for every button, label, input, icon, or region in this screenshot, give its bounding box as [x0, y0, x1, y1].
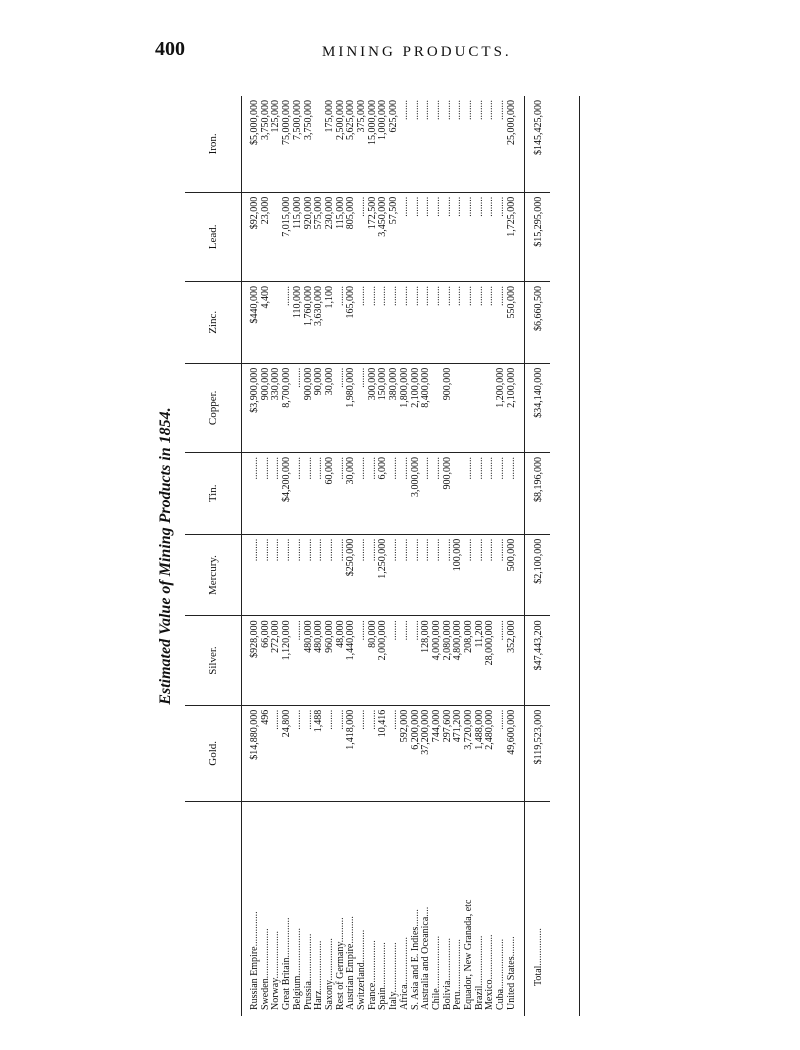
region-label: Norway	[270, 978, 282, 1010]
cell-lead: ........	[464, 192, 475, 281]
total-label-cell	[524, 802, 550, 1017]
cell-iron: 375,000	[357, 96, 368, 192]
cell-mercury: 100,000	[453, 534, 464, 616]
cell-tin: 6,000	[378, 452, 389, 534]
header-region	[185, 802, 242, 1017]
cell-copper: ........	[293, 363, 304, 452]
cell-copper: 8,700,000	[282, 363, 293, 452]
cell-mercury: $250,000	[346, 534, 357, 616]
dot-leader: ...............	[533, 928, 545, 966]
cell-copper: 900,000	[261, 363, 272, 452]
cell-zinc: ........	[400, 281, 411, 363]
cell-silver: 208,000	[464, 616, 475, 705]
cell-copper: 300,000	[368, 363, 379, 452]
table-row	[242, 96, 261, 1016]
cell-copper: ........	[357, 363, 368, 452]
cell-iron: $5,000,000	[242, 96, 261, 192]
total-label: Total	[533, 965, 545, 986]
region-label: France	[366, 982, 378, 1010]
cell-copper: 1,200,000	[496, 363, 507, 452]
region-name	[507, 802, 524, 1017]
region-label: S. Asia and E. Indies	[409, 926, 421, 1010]
table-row	[293, 96, 304, 1016]
cell-zinc: 1,760,000	[304, 281, 315, 363]
cell-gold: ........	[304, 705, 315, 801]
dot-leader: ..........	[334, 917, 346, 943]
cell-tin: .........	[400, 452, 411, 534]
cell-mercury: .........	[485, 534, 496, 616]
header-iron: Iron.	[185, 96, 242, 192]
cell-gold: 24,800	[282, 705, 293, 801]
region-label: Switzerland	[356, 962, 368, 1010]
cell-mercury: .........	[464, 534, 475, 616]
cell-zinc: 110,000	[293, 281, 304, 363]
region-label: Equador, New Granada, etc	[463, 899, 475, 1010]
cell-gold: 37,200,000	[421, 705, 432, 801]
cell-lead: 57,500	[389, 192, 400, 281]
cell-mercury: .........	[411, 534, 422, 616]
region-label: Italy	[388, 992, 400, 1010]
total-tin: $8,196,000	[524, 452, 550, 534]
cell-copper: 90,000	[314, 363, 325, 452]
cell-copper: 900,000	[304, 363, 315, 452]
cell-copper: 30,000	[325, 363, 336, 452]
cell-copper: 380,000	[389, 363, 400, 452]
cell-mercury: 500,000	[507, 534, 524, 616]
cell-tin: .........	[507, 452, 524, 534]
cell-mercury: .........	[357, 534, 368, 616]
cell-lead: ........	[421, 192, 432, 281]
region-label: Harz	[313, 990, 325, 1010]
cell-iron: 5,625,000	[346, 96, 357, 192]
dot-leader: ...................	[302, 933, 314, 982]
cell-silver: 66,000	[261, 616, 272, 705]
cell-copper: 330,000	[271, 363, 282, 452]
cell-silver: 4,800,000	[453, 616, 464, 705]
cell-lead: 230,000	[325, 192, 336, 281]
cell-zinc: ........	[389, 281, 400, 363]
cell-tin: .........	[389, 452, 400, 534]
cell-copper: $3,900,000	[242, 363, 261, 452]
dot-leader: ..............	[249, 911, 260, 947]
cell-zinc: ........	[453, 281, 464, 363]
table-header-row	[185, 96, 242, 1016]
cell-silver: 2,080,000	[443, 616, 454, 705]
cell-iron: ........	[475, 96, 486, 192]
cell-mercury: .........	[389, 534, 400, 616]
region-label: Mexico	[484, 979, 496, 1010]
cell-zinc: 1,100	[325, 281, 336, 363]
running-title: MINING PRODUCTS.	[322, 44, 512, 60]
cell-lead: 172,500	[368, 192, 379, 281]
page-number: 400	[155, 38, 185, 60]
cell-zinc: ........	[336, 281, 347, 363]
cell-copper	[453, 363, 464, 452]
region-label: Australia and Oceanica	[420, 916, 432, 1010]
total-copper: $34,140,000	[524, 363, 550, 452]
cell-lead: 115,000	[336, 192, 347, 281]
total-silver: $47,443,200	[524, 616, 550, 705]
cell-lead: ........	[475, 192, 486, 281]
cell-lead: 805,000	[346, 192, 357, 281]
cell-iron: 1,000,000	[378, 96, 389, 192]
cell-iron: ........	[496, 96, 507, 192]
dot-leader: ..................	[377, 942, 389, 988]
cell-iron: 3,750,000	[261, 96, 272, 192]
cell-silver: 28,000,000	[485, 616, 496, 705]
cell-tin: $4,200,000	[282, 452, 293, 534]
cell-iron: ........	[443, 96, 454, 192]
cell-gold: ........	[357, 705, 368, 801]
region-label: Prussia	[302, 981, 314, 1010]
header-lead: Lead.	[185, 192, 242, 281]
region-label: Saxony	[323, 980, 335, 1010]
cell-tin: 3,000,000	[411, 452, 422, 534]
cell-silver: ........	[293, 616, 304, 705]
cell-copper: 900,000	[443, 363, 454, 452]
cell-zinc: 550,000	[507, 281, 524, 363]
cell-silver: 960,000	[325, 616, 336, 705]
cell-tin: .........	[464, 452, 475, 534]
cell-lead: ........	[432, 192, 443, 281]
cell-silver: ........	[496, 616, 507, 705]
cell-gold: 471,200	[453, 705, 464, 801]
dot-leader: ....................	[259, 928, 271, 979]
cell-gold: 2,480,000	[485, 705, 496, 801]
cell-iron: 25,000,000	[507, 96, 524, 192]
cell-silver: 272,000	[271, 616, 282, 705]
cell-zinc: ........	[443, 281, 454, 363]
cell-zinc: 165,000	[346, 281, 357, 363]
cell-silver: ........	[411, 616, 422, 705]
total-row	[524, 96, 550, 1016]
total-zinc: $6,660,500	[524, 281, 550, 363]
cell-copper: 2,100,000	[507, 363, 524, 452]
region-label: Spain	[377, 987, 389, 1010]
cell-mercury: .........	[304, 534, 315, 616]
cell-lead: 920,000	[304, 192, 315, 281]
region-label: Sweden	[259, 978, 271, 1010]
cell-silver: 2,000,000	[378, 616, 389, 705]
region-label: Russian Empire	[249, 946, 260, 1010]
cell-copper: 8,400,000	[421, 363, 432, 452]
cell-iron: ........	[400, 96, 411, 192]
cell-silver: 1,120,000	[282, 616, 293, 705]
cell-tin: .........	[432, 452, 443, 534]
cell-mercury: .........	[496, 534, 507, 616]
cell-zinc: ........	[282, 281, 293, 363]
cell-mercury: .........	[325, 534, 336, 616]
table-body	[242, 96, 550, 1016]
cell-silver: 352,000	[507, 616, 524, 705]
dot-leader: ...................	[270, 930, 282, 979]
cell-zinc: ........	[496, 281, 507, 363]
cell-gold: $14,880,000	[242, 705, 261, 801]
cell-mercury: .........	[261, 534, 272, 616]
cell-gold: 49,600,000	[507, 705, 524, 801]
cell-copper: 1,800,000	[400, 363, 411, 452]
cell-mercury: .........	[293, 534, 304, 616]
dot-leader: ........	[505, 936, 517, 957]
cell-lead: ........	[496, 192, 507, 281]
table-caption: Estimated Value of Mining Products in 1854.	[157, 407, 174, 705]
cell-tin: .........	[421, 452, 432, 534]
cell-gold: 1,488,000	[475, 705, 486, 801]
region-label: Bolivia	[441, 980, 453, 1010]
cell-iron: 15,000,000	[368, 96, 379, 192]
dot-leader: ....................	[495, 938, 507, 989]
cell-iron: ........	[411, 96, 422, 192]
dot-leader: .................	[323, 938, 335, 981]
cell-silver: 11,200	[475, 616, 486, 705]
cell-zinc: ........	[411, 281, 422, 363]
cell-gold: 3,720,000	[464, 705, 475, 801]
region-label: Peru	[452, 991, 464, 1010]
cell-tin: .........	[293, 452, 304, 534]
dot-leader: .....................	[452, 939, 464, 992]
dot-leader: .................	[441, 938, 453, 981]
cell-iron: ........	[421, 96, 432, 192]
cell-mercury: .........	[336, 534, 347, 616]
region-label: Austrian Empire	[345, 943, 357, 1010]
cell-lead: 1,725,000	[507, 192, 524, 281]
cell-zinc: ........	[475, 281, 486, 363]
cell-lead: 115,000	[293, 192, 304, 281]
cell-gold: ........	[389, 705, 400, 801]
cell-tin: .........	[314, 452, 325, 534]
cell-zinc: ........	[432, 281, 443, 363]
header-silver: Silver.	[185, 616, 242, 705]
cell-mercury: .........	[421, 534, 432, 616]
cell-tin: .........	[357, 452, 368, 534]
cell-zinc: ........	[421, 281, 432, 363]
cell-gold: 6,200,000	[411, 705, 422, 801]
cell-copper: 1,980,000	[346, 363, 357, 452]
total-mercury: $2,100,000	[524, 534, 550, 616]
dot-leader: ....................	[473, 935, 485, 986]
cell-gold: ........	[325, 705, 336, 801]
cell-tin: .........	[496, 452, 507, 534]
cell-iron: ........	[432, 96, 443, 192]
cell-copper: ........	[336, 363, 347, 452]
dot-leader: .......	[409, 909, 421, 927]
table-row	[400, 96, 411, 1016]
cell-gold: 1,418,000	[346, 705, 357, 801]
cell-tin: .........	[475, 452, 486, 534]
header-copper: Copper.	[185, 363, 242, 452]
dot-leader: .............	[356, 929, 368, 963]
cell-lead: 23,000	[261, 192, 272, 281]
total-gold: $119,523,000	[524, 705, 550, 801]
cell-gold: 744,000	[432, 705, 443, 801]
dot-leader: ................	[281, 917, 293, 958]
cell-iron: 625,000	[389, 96, 400, 192]
cell-iron: 3,750,000	[304, 96, 315, 192]
region-label: Chile	[430, 988, 442, 1010]
dot-leader: ....................	[313, 940, 325, 991]
cell-zinc: $440,000	[242, 281, 261, 363]
cell-iron: 7,500,000	[293, 96, 304, 192]
cell-iron: 75,000,000	[282, 96, 293, 192]
cell-tin: .........	[485, 452, 496, 534]
cell-tin: .........	[261, 452, 272, 534]
cell-silver: ........	[389, 616, 400, 705]
cell-zinc: ........	[357, 281, 368, 363]
cell-gold: 592,000	[400, 705, 411, 801]
cell-copper: 150,000	[378, 363, 389, 452]
cell-silver: 80,000	[368, 616, 379, 705]
cell-iron: ........	[485, 96, 496, 192]
cell-silver: 1,440,000	[346, 616, 357, 705]
cell-zinc: ........	[464, 281, 475, 363]
region-label: Great Britain	[281, 957, 293, 1010]
cell-mercury: .........	[242, 534, 261, 616]
cell-mercury: .........	[432, 534, 443, 616]
cell-lead: ........	[485, 192, 496, 281]
cell-mercury: .........	[314, 534, 325, 616]
cell-iron: 175,000	[325, 96, 336, 192]
total-lead: $15,295,000	[524, 192, 550, 281]
cell-mercury: .........	[475, 534, 486, 616]
cell-zinc: 4,400	[261, 281, 272, 363]
cell-iron: 125,000	[271, 96, 282, 192]
cell-silver: ........	[400, 616, 411, 705]
cell-mercury: 1,250,000	[378, 534, 389, 616]
dot-leader: ....................	[388, 942, 400, 993]
cell-zinc: ........	[485, 281, 496, 363]
cell-tin: 900,000	[443, 452, 454, 534]
cell-tin: .........	[242, 452, 261, 534]
total-iron: $145,425,000	[524, 96, 550, 192]
cell-iron: ........	[464, 96, 475, 192]
mining-products-table	[185, 96, 550, 1016]
cell-lead: ........	[443, 192, 454, 281]
dot-leader: .................	[366, 940, 378, 983]
cell-gold: 297,600	[443, 705, 454, 801]
cell-lead: 7,015,000	[282, 192, 293, 281]
cell-zinc: ........	[378, 281, 389, 363]
cell-gold: 10,416	[378, 705, 389, 801]
cell-gold: 1,488	[314, 705, 325, 801]
region-label: Africa	[398, 984, 410, 1010]
cell-gold: 496	[261, 705, 272, 801]
cell-silver: ........	[357, 616, 368, 705]
dot-leader: .....................	[430, 935, 442, 989]
dot-leader: ....	[420, 906, 432, 917]
cell-mercury: .........	[282, 534, 293, 616]
region-label: Belgium	[291, 975, 303, 1010]
cell-silver: 480,000	[304, 616, 315, 705]
cell-tin: .........	[368, 452, 379, 534]
cell-mercury: .........	[443, 534, 454, 616]
rotated-table-block	[155, 96, 635, 1016]
header-gold: Gold.	[185, 705, 242, 801]
cell-zinc: 3,630,000	[314, 281, 325, 363]
cell-gold: ........	[368, 705, 379, 801]
dot-leader: ...................	[398, 936, 410, 985]
header-mercury: Mercury.	[185, 534, 242, 616]
dot-leader: ...........	[345, 916, 357, 944]
cell-lead: ........	[411, 192, 422, 281]
cell-silver: 480,000	[314, 616, 325, 705]
dot-leader: ...................	[291, 928, 303, 976]
cell-lead: $92,000	[242, 192, 261, 281]
cell-copper	[464, 363, 475, 452]
cell-copper: 2,100,000	[411, 363, 422, 452]
header-zinc: Zinc.	[185, 281, 242, 363]
cell-gold: ........	[496, 705, 507, 801]
cell-lead: 575,000	[314, 192, 325, 281]
cell-lead: ........	[453, 192, 464, 281]
cell-zinc: ........	[368, 281, 379, 363]
cell-lead: ........	[357, 192, 368, 281]
cell-copper	[475, 363, 486, 452]
cell-mercury: .........	[368, 534, 379, 616]
region-label: United States	[505, 956, 517, 1010]
region-label: Rest of Germany	[334, 942, 346, 1010]
cell-silver: 48,000	[336, 616, 347, 705]
header-tin: Tin.	[185, 452, 242, 534]
cell-gold: ........	[271, 705, 282, 801]
dot-leader: ..................	[484, 934, 496, 980]
cell-gold: ........	[336, 705, 347, 801]
cell-silver: 128,000	[421, 616, 432, 705]
cell-tin: .........	[271, 452, 282, 534]
cell-tin: 60,000	[325, 452, 336, 534]
cell-tin: 30,000	[346, 452, 357, 534]
cell-mercury: .........	[400, 534, 411, 616]
cell-mercury: .........	[271, 534, 282, 616]
cell-iron: ........	[453, 96, 464, 192]
region-name	[242, 802, 261, 1017]
region-label: Brazil	[473, 985, 485, 1010]
cell-silver: 4,000,000	[432, 616, 443, 705]
table-row	[507, 96, 524, 1016]
region-label: Cuba	[495, 988, 507, 1010]
cell-gold: ........	[293, 705, 304, 801]
cell-silver: $928,000	[242, 616, 261, 705]
cell-tin: .........	[336, 452, 347, 534]
cell-iron: 2,500,000	[336, 96, 347, 192]
cell-lead: ........	[400, 192, 411, 281]
cell-lead: 3,450,000	[378, 192, 389, 281]
cell-tin: .........	[304, 452, 315, 534]
